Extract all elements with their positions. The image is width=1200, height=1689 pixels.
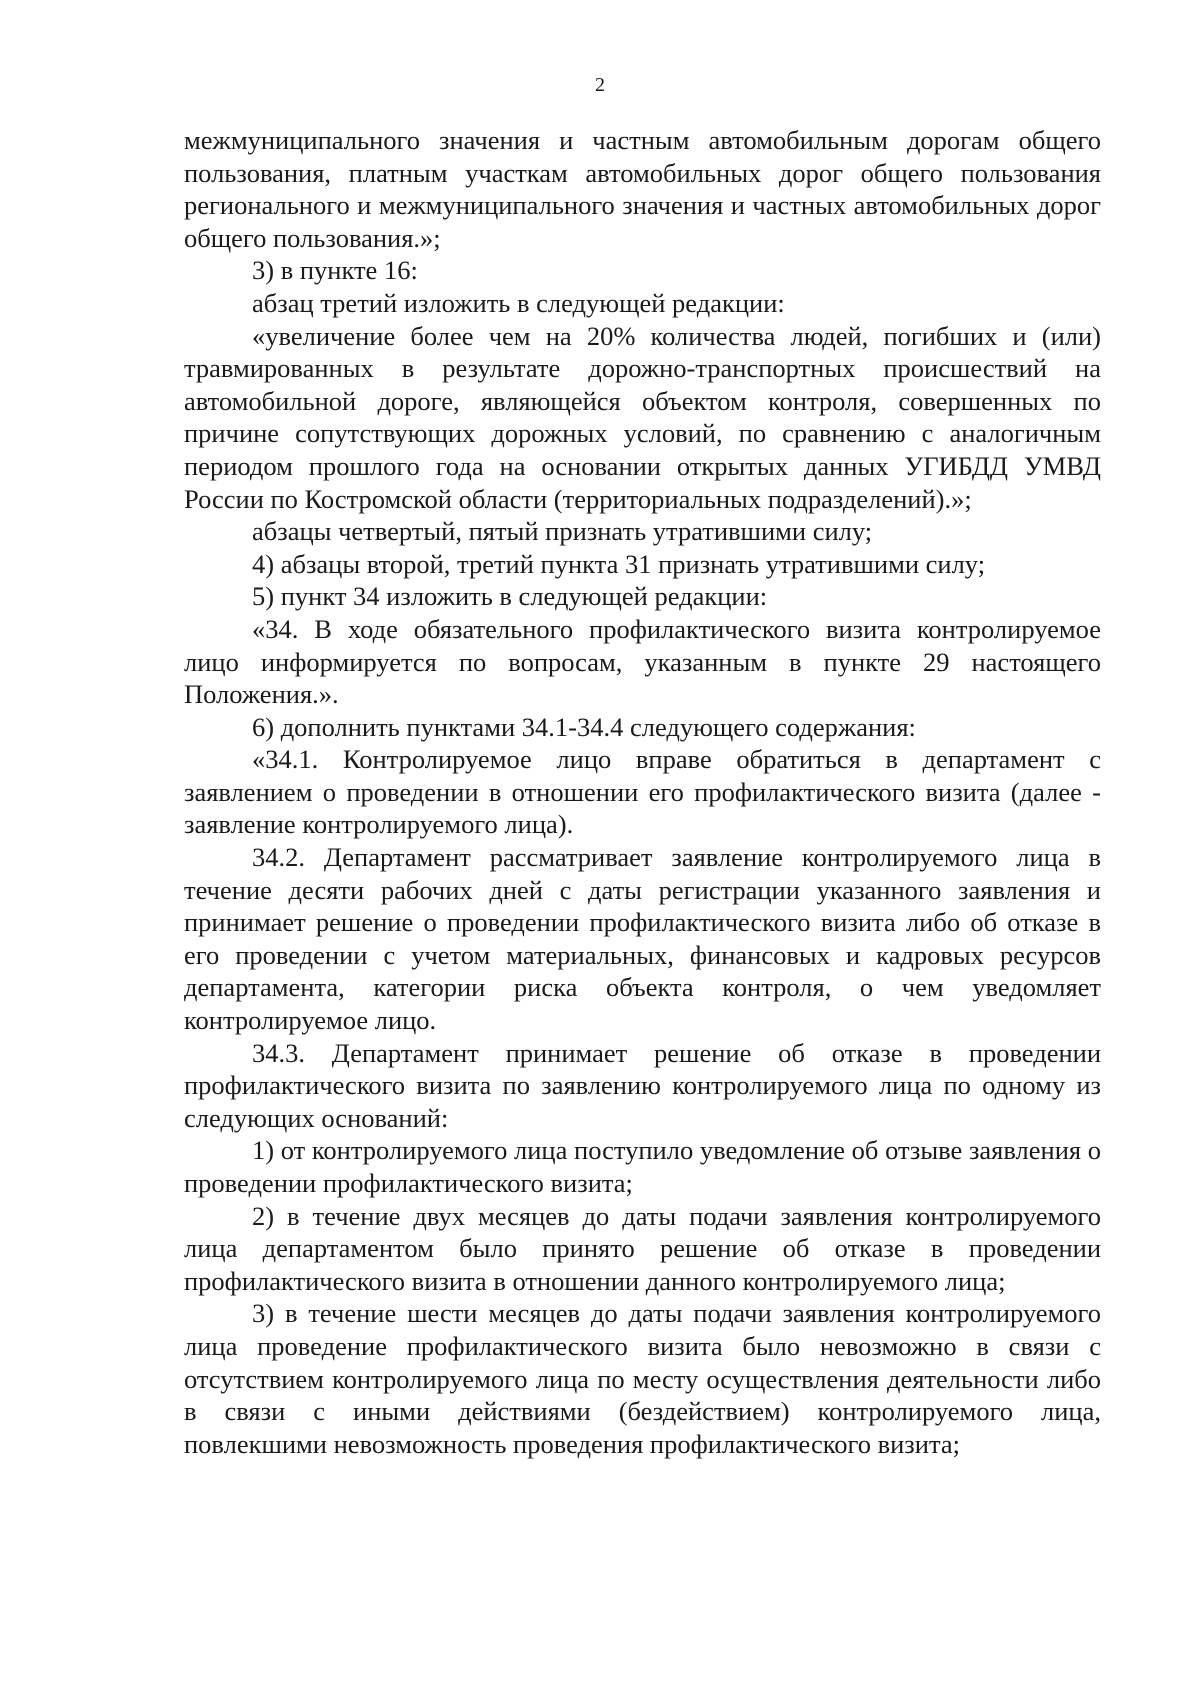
paragraph-item-6: 6) дополнить пунктами 34.1-34.4 следующего содержания: (252, 711, 916, 742)
paragraph-item-4: 4) абзацы второй, третий пункта 31 признать утратившими силу; (252, 548, 986, 579)
paragraph-abzac-4-5: абзацы четвертый, пятый признать утратившими силу; (252, 516, 873, 547)
paragraph-item-5: 5) пункт 34 изложить в следующей редакции: (252, 581, 768, 612)
paragraph-abzac-3-intro: абзац третий изложить в следующей редакции: (252, 287, 785, 318)
document-body (184, 124, 1101, 1460)
paragraph-quote-34: «34. В ходе обязательного профилактического визита контролируемое лицо информируется по вопросам, указанным в пункте 29 настоящего Положения.». (184, 613, 1101, 710)
paragraph-34-2: 34.2. Департамент рассматривает заявление контролируемого лица в течение десяти рабочих дней с даты регистрации указанного заявления и принимает решение о проведении профилактического визита либо об отказе в его проведении с учетом материальных, финансовых и кадровых ресурсов департамента, категории риска объекта контроля, о чем уведомляет контролируемое лицо. (184, 842, 1101, 1036)
paragraph-continuation: межмуниципального значения и частным автомобильным дорогам общего пользования, платным участкам автомобильных дорог общего пользования регионального и межмуниципального значения и частных автомобильных дорог общего пользования.»; (184, 125, 1101, 253)
paragraph-item-3: 3) в пункте 16: (252, 255, 418, 286)
paragraph-34-1: «34.1. Контролируемое лицо вправе обратиться в департамент с заявлением о проведении в отношении его профилактического визита (далее - заявление контролируемого лица). (184, 744, 1101, 840)
paragraph-34-3-subitem-2: 2) в течение двух месяцев до даты подачи заявления контролируемого лица департаментом было принято решение об отказе в проведении профилактического визита в отношении данного контролируемого лица; (184, 1200, 1101, 1296)
paragraph-34-3-subitem-1: 1) от контролируемого лица поступило уведомление об отзыве заявления о проведении профилактического визита; (184, 1135, 1101, 1198)
paragraph-quote-abzac-3: «увеличение более чем на 20% количества людей, погибших и (или) травмированных в результате дорожно-транспортных происшествий на автомобильной дороге, являющейся объектом контроля, совершенных по причине сопутствующих дорожных условий, по сравнению с аналогичным периодом прошлого года на основании открытых данных УГИБДД УМВД России по Костромской области (территориальных подразделений).»; (184, 320, 1101, 514)
page-number: 2 (595, 74, 605, 96)
paragraph-34-3-subitem-3: 3) в течение шести месяцев до даты подачи заявления контролируемого лица проведение профилактического визита было невозможно в связи с отсутствием контролируемого лица по месту осуществления деятельности либо в связи с иными действиями (бездействием) контролируемого лица, повлекшими невозможность проведения профилактического визита; (184, 1298, 1101, 1459)
paragraph-34-3: 34.3. Департамент принимает решение об отказе в проведении профилактического визита по заявлению контролируемого лица по одному из следующих оснований: (184, 1037, 1101, 1133)
